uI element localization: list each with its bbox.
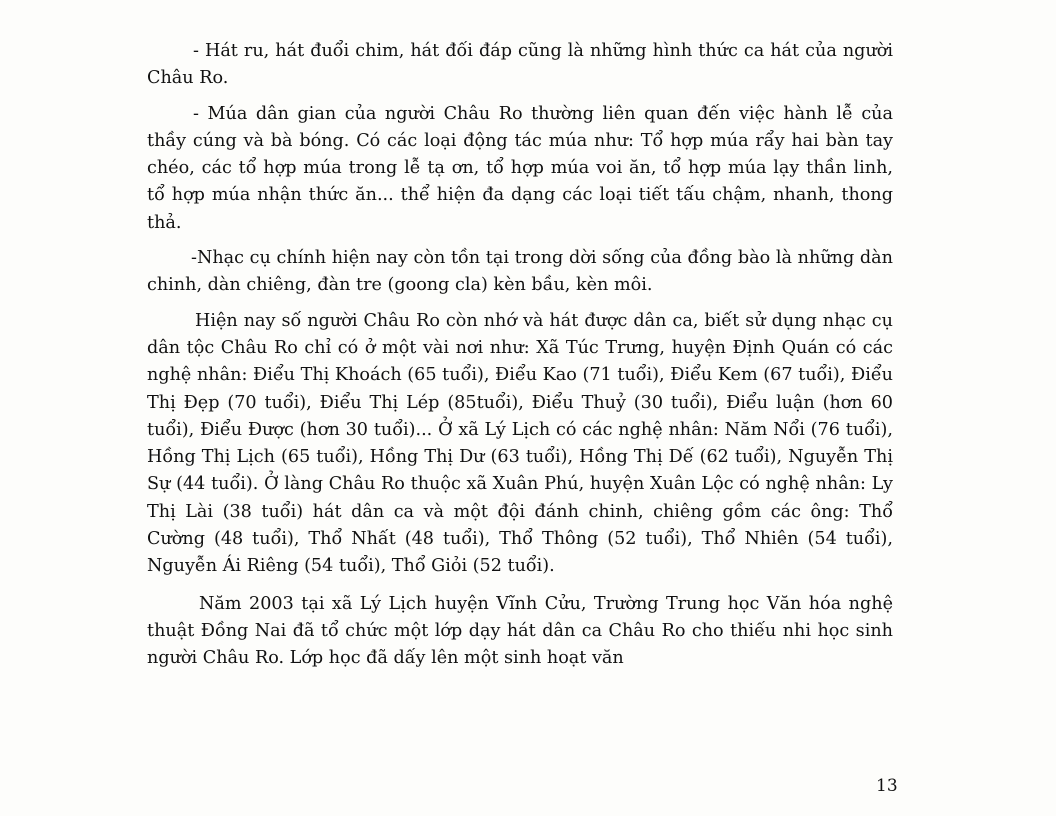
paragraph-folk-singing: - Hát ru, hát đuổi chim, hát đối đáp cũng là những hình thức ca hát của người Châu Ro. bbox=[147, 41, 893, 89]
paragraph-artisans: Hiện nay số người Châu Ro còn nhớ và hát được dân ca, biết sử dụng nhạc cụ dân tộc Châu Ro chỉ có ở một vài nơi như: Xã Túc Trưng, huyện Định Quán có các nghệ nhân: Điểu Thị Khoách (65 tuổi), Điểu Kao (71 tuổi), Điểu Kem (67 tuổi), Điểu Thị Đẹp (70 tuổi), Điểu Thị Lép (85tuổi), Điểu Thuỷ (30 tuổi), Điểu luận (hơn 60 tuổi), Điểu Được (hơn 30 tuổi)... Ở xã Lý Lịch có các nghệ nhân: Năm Nổi (76 tuổi), Hồng Thị Lịch (65 tuổi), Hồng Thị Dư (63 tuổi), Hồng Thị Dế (62 tuổi), Nguyễn Thị Sự (44 tuổi). Ở làng Châu Ro thuộc xã Xuân Phú, huyện Xuân Lộc có nghệ nhân: Ly Thị Lài (38 tuổi) hát dân ca và một đội đánh chinh, chiêng gồm các ông: Thổ Cường (48 tuổi), Thổ Nhất (48 tuổi), Thổ Thông (52 tuổi), Thổ Nhiên (54 tuổi), Nguyễn Ái Riêng (54 tuổi), Thổ Giỏi (52 tuổi). bbox=[147, 310, 893, 577]
page-number: 13 bbox=[876, 776, 898, 796]
paragraph-class-2003: Năm 2003 tại xã Lý Lịch huyện Vĩnh Cửu, Trường Trung học Văn hóa nghệ thuật Đồng Nai đã tổ chức một lớp dạy hát dân ca Châu Ro cho thiếu nhi học sinh người Châu Ro. Lớp học đã dấy lên một sinh hoạt văn bbox=[147, 593, 893, 669]
paragraph-folk-dance: - Múa dân gian của người Châu Ro thường liên quan đến việc hành lễ của thầy cúng và bà bóng. Có các loại động tác múa như: Tổ hợp múa rẩy hai bàn tay chéo, các tổ hợp múa trong lễ tạ ơn, tổ hợp múa voi ăn, tổ hợp múa lạy thần linh, tổ hợp múa nhận thức ăn... thể hiện đa dạng các loại tiết tấu chậm, nhanh, thong thả. bbox=[147, 103, 893, 233]
paragraph-instruments: -Nhạc cụ chính hiện nay còn tồn tại trong dời sống của đồng bào là những dàn chinh, dàn chiêng, đàn tre (goong cla) kèn bầu, kèn môi. bbox=[147, 248, 893, 296]
body-text bbox=[147, 38, 893, 673]
